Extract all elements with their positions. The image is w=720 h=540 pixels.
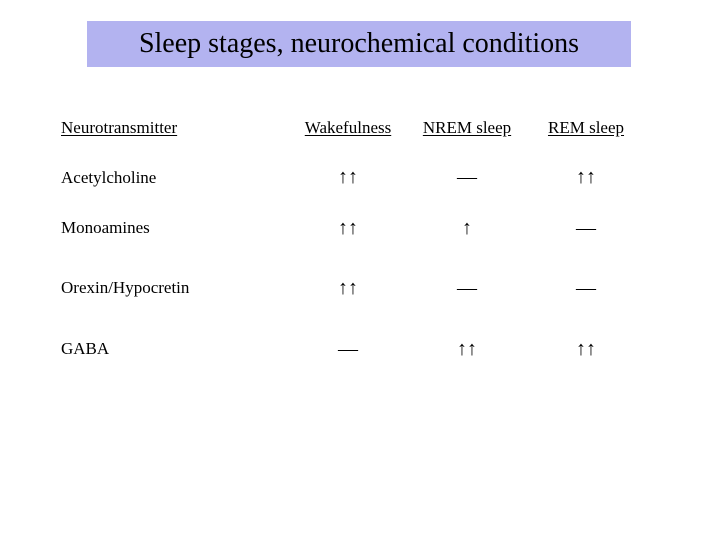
cell-acetylcholine-wakefulness: ↑↑ — [338, 166, 358, 188]
cell-acetylcholine-nrem: — — [457, 166, 477, 188]
row-label-acetylcholine: Acetylcholine — [61, 168, 157, 187]
header-nrem-sleep: NREM sleep — [422, 118, 512, 137]
header-neurotransmitter: Neurotransmitter — [61, 118, 178, 137]
cell-monoamines-rem: — — [576, 217, 596, 239]
row-label-monoamines: Monoamines — [61, 218, 150, 237]
title-banner — [87, 21, 631, 67]
cell-orexin-wakefulness: ↑↑ — [338, 277, 358, 299]
header-rem-sleep: REM sleep — [547, 118, 625, 137]
cell-gaba-wakefulness: — — [338, 338, 358, 360]
page-title: Sleep stages, neurochemical conditions — [138, 28, 580, 59]
row-label-gaba: GABA — [61, 339, 110, 358]
cell-monoamines-nrem: ↑ — [462, 217, 472, 239]
cell-acetylcholine-rem: ↑↑ — [576, 166, 596, 188]
cell-orexin-nrem: — — [457, 277, 477, 299]
cell-gaba-rem: ↑↑ — [576, 338, 596, 360]
cell-gaba-nrem: ↑↑ — [457, 338, 477, 360]
row-label-orexin-hypocretin: Orexin/Hypocretin — [61, 278, 190, 297]
cell-monoamines-wakefulness: ↑↑ — [338, 217, 358, 239]
cell-orexin-rem: — — [576, 277, 596, 299]
header-wakefulness: Wakefulness — [304, 118, 392, 137]
